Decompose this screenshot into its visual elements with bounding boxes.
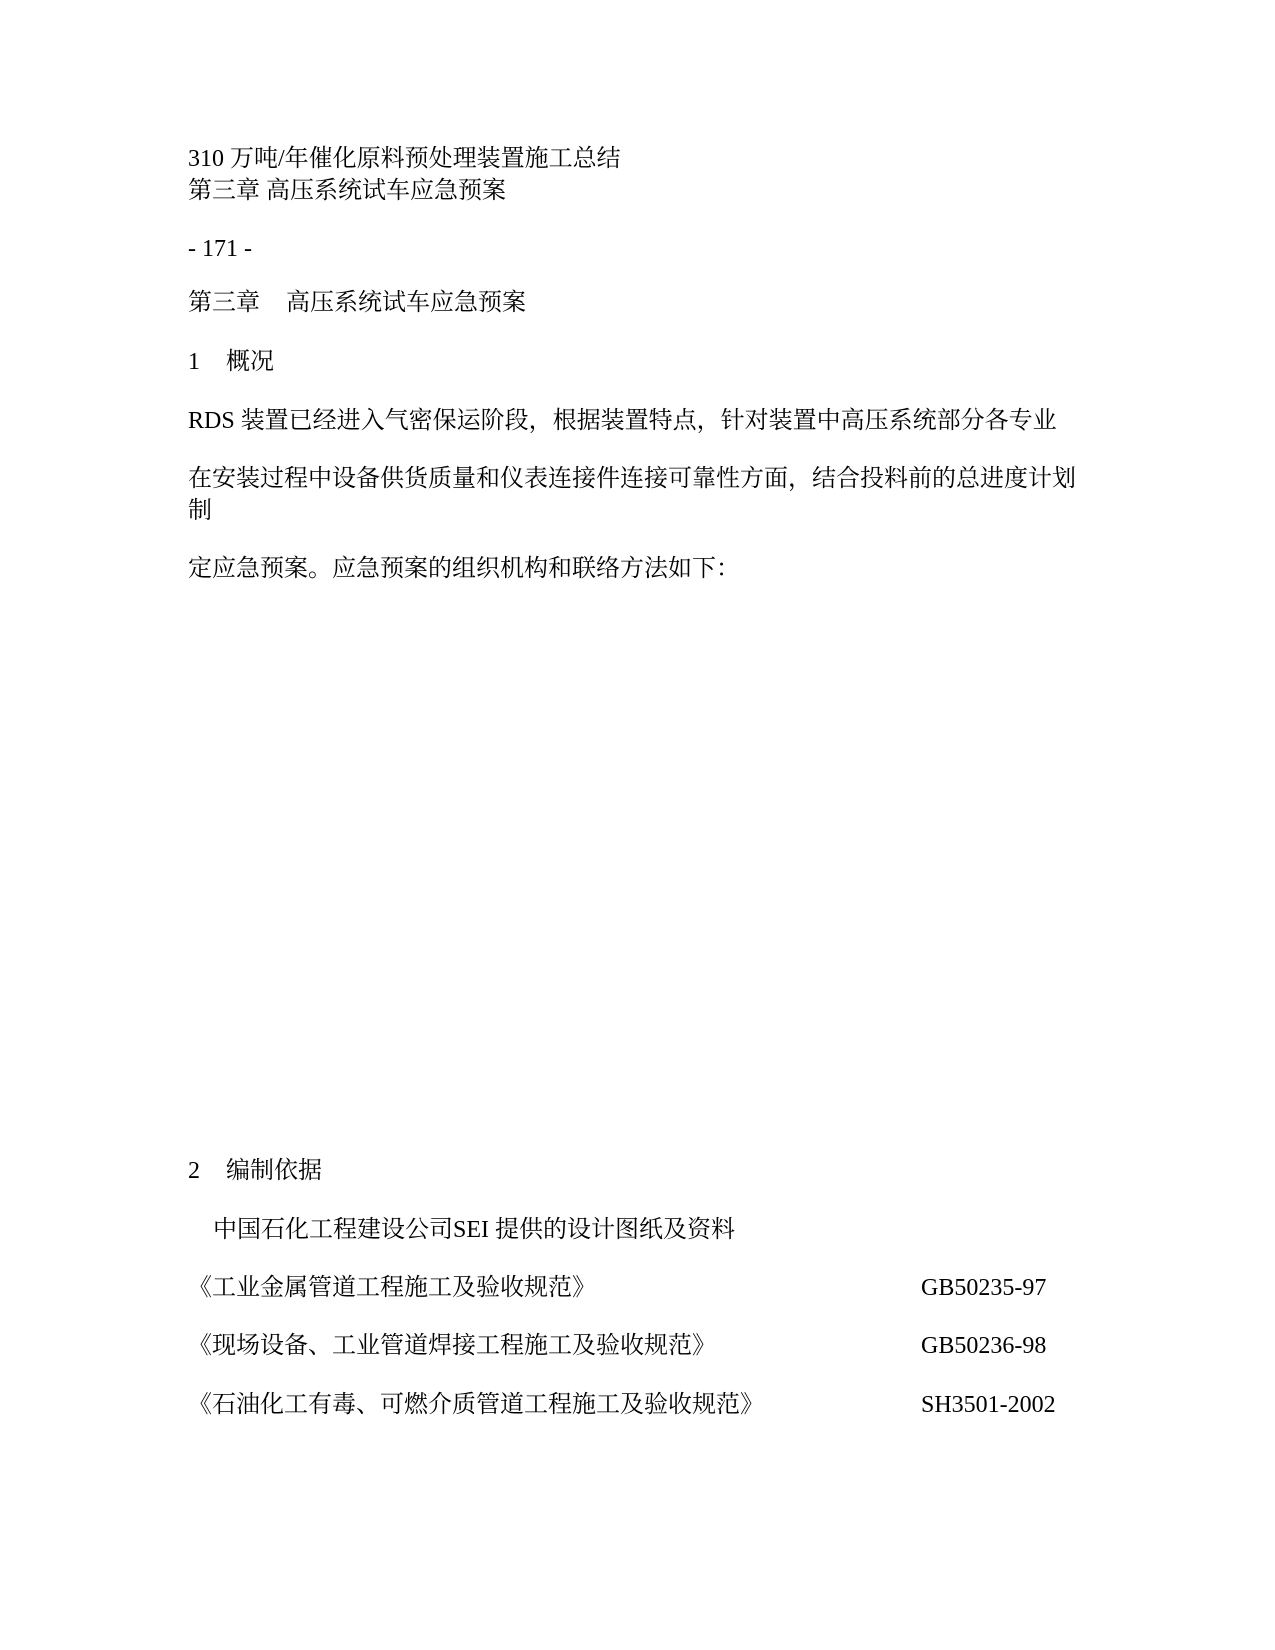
reference-code: GB50235-97 [921,1275,1047,1301]
section-1-heading [188,346,274,378]
section-1-paragraph-2: 在安装过程中设备供货质量和仪表连接件连接可靠性方面，结合投料前的总进度计划制 [188,466,1076,524]
reference-title: 《现场设备、工业管道焊接工程施工及验收规范》 [188,1333,716,1359]
reference-code: GB50236-98 [921,1333,1047,1359]
section-1-title: 概况 [226,349,274,375]
chapter-heading [188,287,526,319]
running-chapter-header: 第三章 高压系统试车应急预案 [188,178,506,204]
page-number: - 171 - [188,236,252,262]
section-2-heading [188,1155,322,1187]
section-1-number: 1 [188,349,200,375]
chapter-title: 高压系统试车应急预案 [286,290,526,316]
reference-title: 《工业金属管道工程施工及验收规范》 [188,1275,596,1301]
section-2-intro: 中国石化工程建设公司SEI 提供的设计图纸及资料 [213,1217,735,1243]
section-2-number: 2 [188,1158,200,1184]
section-1-paragraph-3: 定应急预案。应急预案的组织机构和联络方法如下： [188,556,740,582]
section-2-title: 编制依据 [226,1158,322,1184]
reference-code: SH3501-2002 [921,1392,1056,1418]
chapter-number: 第三章 [188,290,260,316]
document-title: 310 万吨/年催化原料预处理装置施工总结 [188,146,621,172]
section-1-paragraph-1: RDS 装置已经进入气密保运阶段，根据装置特点，针对装置中高压系统部分各专业 [188,408,1057,434]
reference-title: 《石油化工有毒、可燃介质管道工程施工及验收规范》 [188,1392,764,1418]
